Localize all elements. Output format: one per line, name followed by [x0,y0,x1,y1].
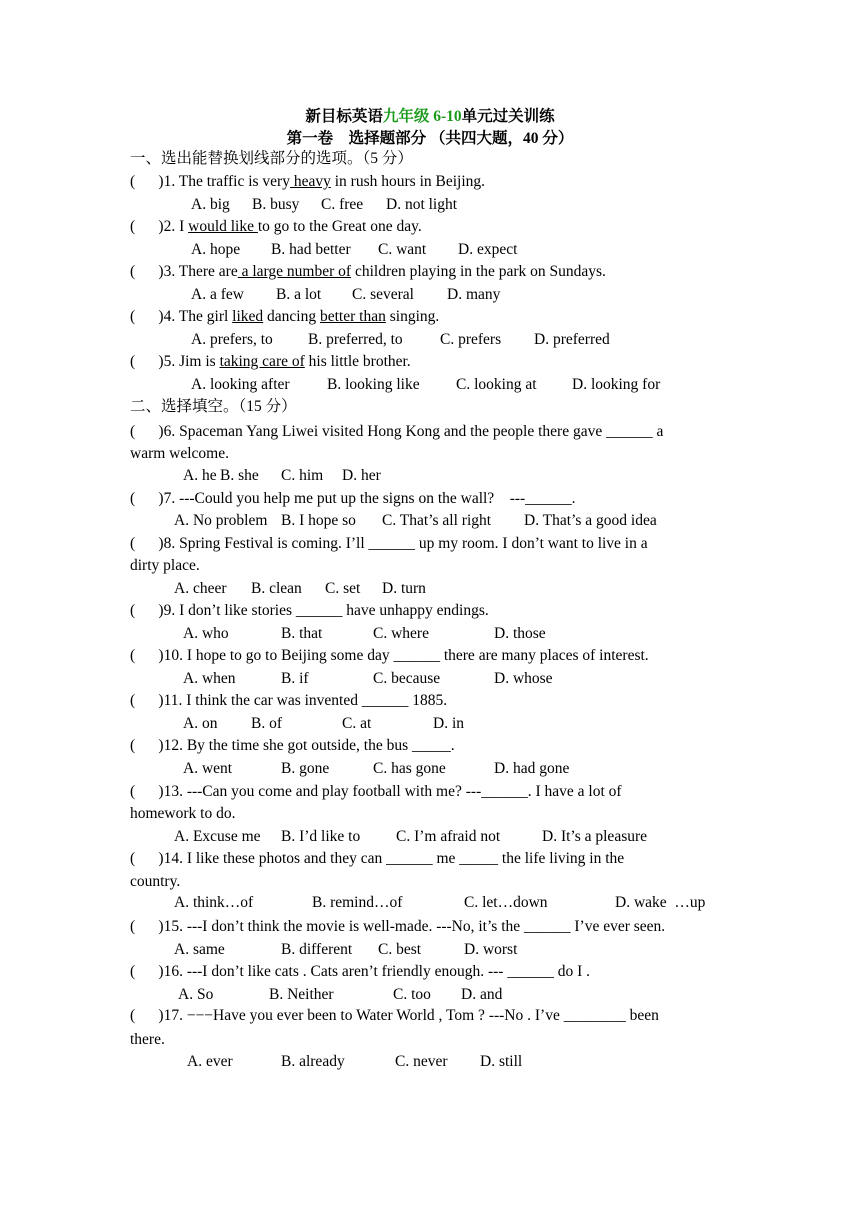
q3-option-b: B. a lot [276,286,322,303]
q8-option-a: A. cheer [174,580,227,597]
q10-option-a: A. when [183,670,236,687]
q4-option-b: B. preferred, to [308,331,403,348]
q12-option-a: A. went [183,760,233,777]
question-17-line-2: there. [130,1031,165,1048]
q5-option-d: D. looking for [572,376,661,393]
q10-option-b: B. if [281,670,309,687]
q5-option-c: C. looking at [456,376,537,393]
q12-option-b: B. gone [281,760,330,777]
q2-option-a: A. hope [191,241,241,258]
question-6-line-2: warm welcome. [130,445,229,462]
q16-option-c: C. too [393,986,431,1003]
q14-option-d: D. wake …up [615,894,706,911]
q13-option-d: D. It’s a pleasure [542,828,648,845]
q15-option-b: B. different [281,941,353,958]
question-1: ( )1. The traffic is very heavy in rush hours in Beijing. [130,173,486,190]
q2-option-c: C. want [378,241,427,258]
question-10: ( )10. I hope to go to Beijing some day ______ there are many places of interest. [130,647,649,664]
question-3: ( )3. There are a large number of children playing in the park on Sundays. [130,263,606,280]
q15-option-d: D. worst [464,941,518,958]
q4-option-c: C. prefers [440,331,502,348]
q7-option-c: C. That’s all right [382,512,492,529]
question-5: ( )5. Jim is taking care of his little brother. [130,353,411,370]
q8-option-b: B. clean [251,580,302,597]
q15-option-c: C. best [378,941,422,958]
title-part2: 九年级 6-10 [382,108,462,125]
q14-option-a: A. think…of [174,894,254,911]
question-14-line-1: ( )14. I like these photos and they can ______ me _____ the life living in the [130,850,625,867]
q9-option-d: D. those [494,625,546,642]
page-subtitle: 第一卷 选择题部分 （共四大题，40 分） [286,130,574,147]
question-7: ( )7. ---Could you help me put up the signs on the wall? ---______. [130,490,576,507]
q10-option-c: C. because [373,670,441,687]
question-15: ( )15. ---I don’t think the movie is well-made. ---No, it’s the ______ I’ve ever seen. [130,918,666,935]
q1-option-c: C. free [321,196,364,213]
question-14-line-2: country. [130,873,181,890]
question-6-line-1: ( )6. Spaceman Yang Liwei visited Hong Kong and the people there gave ______ a [130,423,664,440]
q9-option-c: C. where [373,625,429,642]
q6-option-d: D. her [342,467,381,484]
q14-option-c: C. let…down [464,894,548,911]
question-16: ( )16. ---I don’t like cats . Cats aren’t friendly enough. --- ______ do I . [130,963,591,980]
q8-option-d: D. turn [382,580,426,597]
q11-option-d: D. in [433,715,464,732]
q2-option-b: B. had better [271,241,351,258]
question-13-line-2: homework to do. [130,805,236,822]
question-8-line-1: ( )8. Spring Festival is coming. I’ll ______ up my room. I don’t want to live in a [130,535,648,552]
q7-option-b: B. I hope so [281,512,356,529]
q11-option-b: B. of [251,715,282,732]
q17-option-d: D. still [480,1053,523,1070]
q12-option-c: C. has gone [373,760,446,777]
q5-option-b: B. looking like [327,376,420,393]
question-13-line-1: ( )13. ---Can you come and play football with me? ---______. I have a lot of [130,783,622,800]
title-part1: 新目标英语 [305,108,383,125]
q4-option-a: A. prefers, to [191,331,273,348]
q8-option-c: C. set [325,580,361,597]
q7-option-d: D. That’s a good idea [524,512,657,529]
q17-option-a: A. ever [187,1053,233,1070]
question-2: ( )2. I would like to go to the Great one day. [130,218,422,235]
q1-option-a: A. big [191,196,230,213]
section-heading-1: 一、选出能替换划线部分的选项。（5 分） [130,150,413,167]
q16-option-b: B. Neither [269,986,334,1003]
q3-option-c: C. several [352,286,414,303]
q3-option-a: A. a few [191,286,244,303]
q14-option-b: B. remind…of [312,894,403,911]
q6-option-b: B. she [220,467,259,484]
q9-option-b: B. that [281,625,323,642]
q4-option-d: D. preferred [534,331,610,348]
question-12: ( )12. By the time she got outside, the bus _____. [130,737,455,754]
q11-option-a: A. on [183,715,218,732]
q16-option-d: D. and [461,986,503,1003]
question-4: ( )4. The girl liked dancing better than singing. [130,308,440,325]
q10-option-d: D. whose [494,670,553,687]
question-9: ( )9. I don’t like stories ______ have unhappy endings. [130,602,489,619]
q1-option-d: D. not light [386,196,458,213]
q15-option-a: A. same [174,941,225,958]
q7-option-a: A. No problem [174,512,268,529]
page-title [0,104,860,126]
q13-option-c: C. I’m afraid not [396,828,501,845]
q13-option-b: B. I’d like to [281,828,361,845]
q11-option-c: C. at [342,715,372,732]
q3-option-d: D. many [447,286,501,303]
q1-option-b: B. busy [252,196,300,213]
question-8-line-2: dirty place. [130,557,200,574]
q17-option-b: B. already [281,1053,345,1070]
q5-option-a: A. looking after [191,376,290,393]
question-11: ( )11. I think the car was invented ______ 1885. [130,692,448,709]
q16-option-a: A. So [178,986,214,1003]
title-part3: 单元过关训练 [461,108,555,125]
q13-option-a: A. Excuse me [174,828,261,845]
section-heading-2: 二、选择填空。（15 分） [130,398,297,415]
q9-option-a: A. who [183,625,229,642]
q6-option-a: A. he [183,467,217,484]
q6-option-c: C. him [281,467,324,484]
q17-option-c: C. never [395,1053,448,1070]
q12-option-d: D. had gone [494,760,570,777]
q2-option-d: D. expect [458,241,518,258]
question-17-line-1: ( )17. −−−Have you ever been to Water World , Tom ? ---No . I’ve ________ been [130,1007,659,1024]
